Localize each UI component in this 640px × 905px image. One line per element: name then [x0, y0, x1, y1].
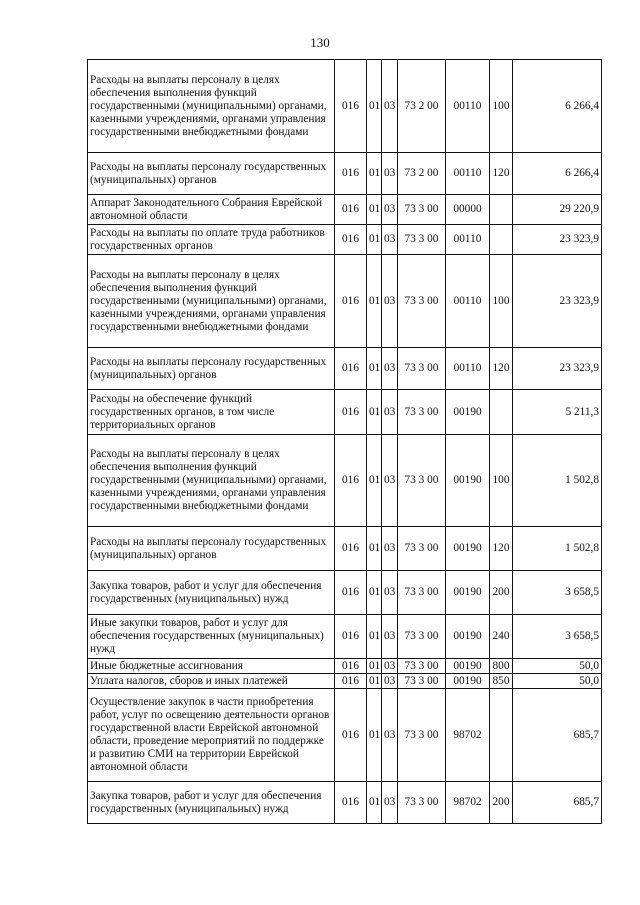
amount: 1 502,8	[513, 527, 602, 571]
expense-type-code: 850	[490, 674, 513, 689]
expense-type-code: 240	[490, 615, 513, 659]
target-article-direction: 00190	[446, 659, 490, 674]
table-row	[88, 225, 602, 255]
target-article-program: 73 3 00	[398, 689, 446, 782]
target-article-program: 73 3 00	[398, 659, 446, 674]
admin-code: 016	[335, 390, 367, 435]
target-article-program: 73 3 00	[398, 195, 446, 225]
admin-code: 016	[335, 659, 367, 674]
table-body	[88, 60, 602, 824]
amount: 50,0	[513, 674, 602, 689]
section-code: 01	[367, 674, 382, 689]
target-article-direction: 98702	[446, 782, 490, 824]
section-code: 01	[367, 782, 382, 824]
target-article-direction: 00190	[446, 390, 490, 435]
row-name: Уплата налогов, сборов и иных платежей	[88, 674, 335, 689]
expense-type-code	[490, 689, 513, 782]
amount: 685,7	[513, 782, 602, 824]
section-code: 01	[367, 195, 382, 225]
expense-type-code	[490, 225, 513, 255]
target-article-program: 73 3 00	[398, 571, 446, 615]
amount: 50,0	[513, 659, 602, 674]
subsection-code: 03	[382, 195, 398, 225]
subsection-code: 03	[382, 390, 398, 435]
section-code: 01	[367, 659, 382, 674]
target-article-direction: 00190	[446, 615, 490, 659]
admin-code: 016	[335, 348, 367, 390]
target-article-direction: 98702	[446, 689, 490, 782]
section-code: 01	[367, 60, 382, 153]
table-row	[88, 348, 602, 390]
admin-code: 016	[335, 153, 367, 195]
table-row	[88, 527, 602, 571]
target-article-direction: 00110	[446, 225, 490, 255]
target-article-program: 73 3 00	[398, 255, 446, 348]
subsection-code: 03	[382, 615, 398, 659]
target-article-direction: 00000	[446, 195, 490, 225]
expense-type-code	[490, 390, 513, 435]
target-article-program: 73 3 00	[398, 674, 446, 689]
admin-code: 016	[335, 615, 367, 659]
row-name: Расходы на выплаты персоналу государственных (муниципальных) органов	[88, 527, 335, 571]
target-article-program: 73 3 00	[398, 615, 446, 659]
admin-code: 016	[335, 435, 367, 527]
amount: 1 502,8	[513, 435, 602, 527]
table-row	[88, 195, 602, 225]
table-row	[88, 674, 602, 689]
admin-code: 016	[335, 195, 367, 225]
table-row	[88, 435, 602, 527]
table-row	[88, 615, 602, 659]
subsection-code: 03	[382, 571, 398, 615]
table-row	[88, 390, 602, 435]
amount: 23 323,9	[513, 348, 602, 390]
target-article-direction: 00110	[446, 348, 490, 390]
row-name: Расходы на обеспечение функций государственных органов, в том числе территориальных органов	[88, 390, 335, 435]
amount: 29 220,9	[513, 195, 602, 225]
row-name: Расходы на выплаты персоналу в целях обеспечения выполнения функций государственными (муниципальными) органами, казенными учреждениями, органами управления государственными внебюджетными фондами	[88, 255, 335, 348]
subsection-code: 03	[382, 435, 398, 527]
section-code: 01	[367, 255, 382, 348]
section-code: 01	[367, 571, 382, 615]
subsection-code: 03	[382, 153, 398, 195]
row-name: Закупка товаров, работ и услуг для обеспечения государственных (муниципальных) нужд	[88, 782, 335, 824]
admin-code: 016	[335, 527, 367, 571]
expense-type-code: 100	[490, 435, 513, 527]
expense-type-code: 100	[490, 255, 513, 348]
target-article-direction: 00190	[446, 435, 490, 527]
section-code: 01	[367, 689, 382, 782]
admin-code: 016	[335, 571, 367, 615]
table-row	[88, 60, 602, 153]
admin-code: 016	[335, 674, 367, 689]
expense-type-code: 120	[490, 348, 513, 390]
expense-type-code	[490, 195, 513, 225]
budget-table	[87, 59, 602, 824]
row-name: Осуществление закупок в части приобретения работ, услуг по освещению деятельности органов государственной власти Еврейской автономной области, проведение мероприятий по поддержке и развитию СМИ на территории Еврейской автономной области	[88, 689, 335, 782]
subsection-code: 03	[382, 659, 398, 674]
section-code: 01	[367, 225, 382, 255]
expense-type-code: 120	[490, 153, 513, 195]
target-article-program: 73 3 00	[398, 348, 446, 390]
page-number: 130	[310, 35, 330, 50]
subsection-code: 03	[382, 527, 398, 571]
expense-type-code: 200	[490, 782, 513, 824]
row-name: Расходы на выплаты персоналу в целях обеспечения выполнения функций государственными (муниципальными) органами, казенными учреждениями, органами управления государственными внебюджетными фондами	[88, 60, 335, 153]
table-row	[88, 659, 602, 674]
target-article-program: 73 2 00	[398, 60, 446, 153]
target-article-direction: 00110	[446, 60, 490, 153]
amount: 6 266,4	[513, 153, 602, 195]
table-row	[88, 255, 602, 348]
section-code: 01	[367, 390, 382, 435]
admin-code: 016	[335, 689, 367, 782]
row-name: Расходы на выплаты персоналу в целях обеспечения выполнения функций государственными (муниципальными) органами, казенными учреждениями, органами управления государственными внебюджетными фондами	[88, 435, 335, 527]
expense-type-code: 100	[490, 60, 513, 153]
row-name: Закупка товаров, работ и услуг для обеспечения государственных (муниципальных) нужд	[88, 571, 335, 615]
section-code: 01	[367, 348, 382, 390]
target-article-program: 73 2 00	[398, 153, 446, 195]
amount: 23 323,9	[513, 225, 602, 255]
amount: 6 266,4	[513, 60, 602, 153]
amount: 685,7	[513, 689, 602, 782]
row-name: Аппарат Законодательного Собрания Еврейской автономной области	[88, 195, 335, 225]
subsection-code: 03	[382, 60, 398, 153]
subsection-code: 03	[382, 255, 398, 348]
subsection-code: 03	[382, 782, 398, 824]
target-article-program: 73 3 00	[398, 390, 446, 435]
target-article-program: 73 3 00	[398, 527, 446, 571]
row-name: Расходы на выплаты персоналу государственных (муниципальных) органов	[88, 348, 335, 390]
row-name: Расходы на выплаты персоналу государственных (муниципальных) органов	[88, 153, 335, 195]
target-article-direction: 00110	[446, 255, 490, 348]
subsection-code: 03	[382, 689, 398, 782]
amount: 23 323,9	[513, 255, 602, 348]
section-code: 01	[367, 435, 382, 527]
admin-code: 016	[335, 225, 367, 255]
amount: 5 211,3	[513, 390, 602, 435]
target-article-program: 73 3 00	[398, 435, 446, 527]
table-row	[88, 571, 602, 615]
admin-code: 016	[335, 782, 367, 824]
amount: 3 658,5	[513, 615, 602, 659]
table-row	[88, 689, 602, 782]
target-article-direction: 00190	[446, 571, 490, 615]
section-code: 01	[367, 153, 382, 195]
target-article-direction: 00190	[446, 527, 490, 571]
expense-type-code: 800	[490, 659, 513, 674]
table-row	[88, 153, 602, 195]
subsection-code: 03	[382, 674, 398, 689]
target-article-direction: 00190	[446, 674, 490, 689]
admin-code: 016	[335, 255, 367, 348]
target-article-direction: 00110	[446, 153, 490, 195]
row-name: Расходы на выплаты по оплате труда работников государственных органов	[88, 225, 335, 255]
expense-type-code: 200	[490, 571, 513, 615]
table-row	[88, 782, 602, 824]
admin-code: 016	[335, 60, 367, 153]
section-code: 01	[367, 615, 382, 659]
target-article-program: 73 3 00	[398, 782, 446, 824]
subsection-code: 03	[382, 348, 398, 390]
row-name: Иные бюджетные ассигнования	[88, 659, 335, 674]
subsection-code: 03	[382, 225, 398, 255]
row-name: Иные закупки товаров, работ и услуг для обеспечения государственных (муниципальных) нужд	[88, 615, 335, 659]
amount: 3 658,5	[513, 571, 602, 615]
target-article-program: 73 3 00	[398, 225, 446, 255]
expense-type-code: 120	[490, 527, 513, 571]
section-code: 01	[367, 527, 382, 571]
